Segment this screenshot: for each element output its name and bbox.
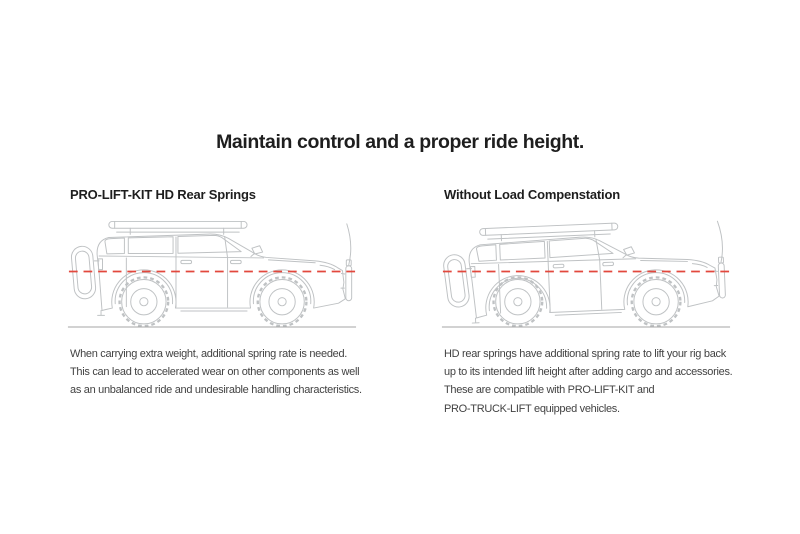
car-body-instance-level xyxy=(71,221,352,315)
description-line: This can lead to accelerated wear on other components as well xyxy=(70,366,360,379)
panel-heading-pro-lift-kit: PRO-LIFT-KIT HD Rear Springs xyxy=(70,187,256,202)
vehicle-illustration-rear-sag xyxy=(440,214,732,333)
panel-description-without-compensation xyxy=(444,345,789,418)
panel-description-pro-lift-kit xyxy=(70,345,415,400)
wheels-instance xyxy=(120,277,307,326)
description-line: These are compatible with PRO-LIFT-KIT and xyxy=(444,384,655,397)
description-line: HD rear springs have additional spring rate to lift your rig back xyxy=(444,348,726,360)
main-title: Maintain control and a proper ride height. xyxy=(216,131,584,153)
description-line: When carrying extra weight, additional spring rate is needed. xyxy=(70,348,348,360)
description-line: as an unbalanced ride and undesirable handling characteristics. xyxy=(70,384,362,397)
wheels-instance xyxy=(494,277,681,326)
description-line: PRO-TRUCK-LIFT equipped vehicles. xyxy=(444,402,620,415)
description-line: up to its intended lift height after adding cargo and accessories. xyxy=(444,366,733,379)
vehicle-illustration-level xyxy=(66,214,358,333)
panel-heading-without-compensation: Without Load Compenstation xyxy=(444,187,620,202)
